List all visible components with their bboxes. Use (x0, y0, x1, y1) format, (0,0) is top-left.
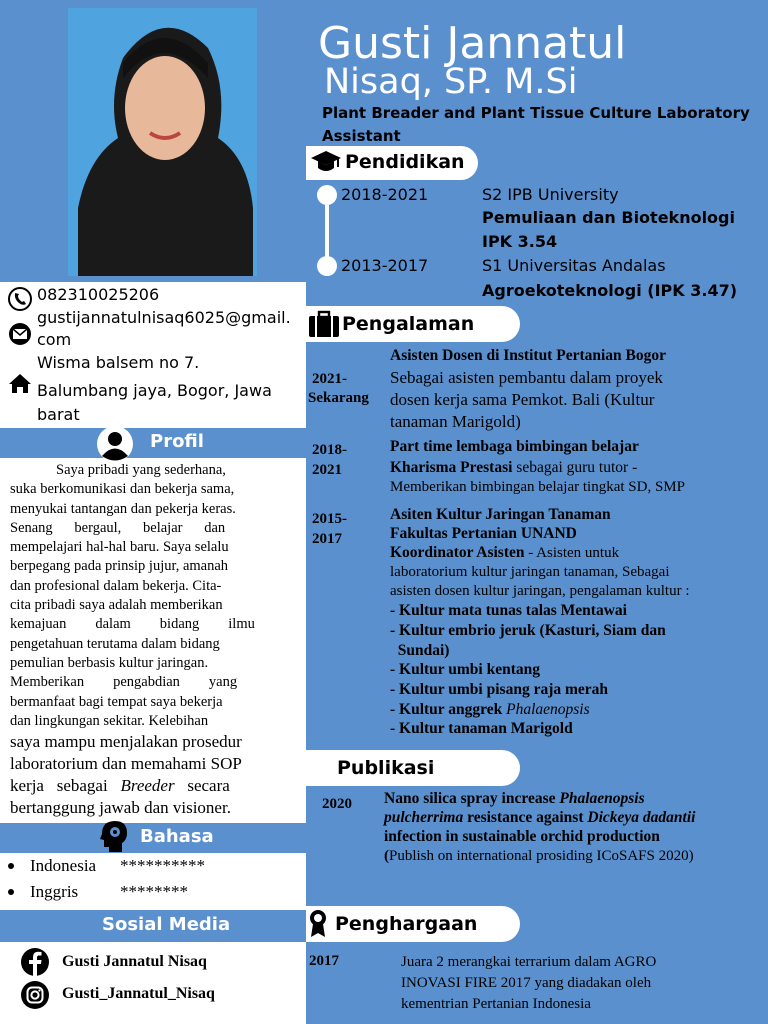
name-line2: Nisaq, SP. M.Si (324, 62, 578, 102)
email-line1[interactable]: gustijannatulnisaq6025@gmail. (37, 308, 291, 327)
exp-title-line (390, 459, 637, 477)
award-text: kementrian Pertanian Indonesia (401, 996, 591, 1012)
exp-year: 2018- (312, 442, 347, 458)
profil-line: saya mampu menjalakan prosedur (10, 732, 242, 752)
culture-item: - Kultur tanaman Marigold (390, 720, 573, 737)
edu-gpa: IPK 3.47) (654, 281, 738, 300)
profil-line: berpegang pada prinsip jujur, amanah (10, 558, 229, 575)
exp-desc: sebagai guru tutor - (512, 459, 638, 476)
profil-line: bermanfaat bagi tempat saya bekerja (10, 693, 223, 710)
language-name: Indonesia (30, 856, 97, 875)
language-name: Inggris (30, 882, 79, 901)
pub-text: Publish on international prosiding ICoSAFS 2020) (389, 848, 694, 864)
edu-gpa: IPK 3.54 (482, 232, 558, 251)
phone-number[interactable]: 082310025206 (37, 285, 160, 304)
profil-line: Saya pribadi yang sederhana, (56, 462, 226, 478)
exp-year: 2015- (312, 511, 347, 527)
edu-major: Pemuliaan dan Bioteknologi (482, 208, 735, 227)
exp-desc: Sebagai asisten pembantu dalam proyek (390, 368, 663, 387)
sosial-title: Sosial Media (102, 914, 231, 935)
pub-text: infection in sustainable orchid production (384, 828, 660, 845)
profil-line: Memberikan pengabdian yang (10, 674, 238, 691)
pub-text: Nano silica spray increase (384, 790, 560, 807)
pub-italic: Phalaenopsis (559, 790, 645, 807)
exp-year: 2017 (312, 531, 342, 547)
edu-school: S1 Universitas Andalas (482, 256, 666, 275)
profil-line: dan profesional dalam bekerja. Cita- (10, 577, 222, 594)
exp-desc: Memberikan bimbingan belajar tingkat SD, SMP (390, 479, 685, 495)
profil-line: mempelajari hal-hal baru. Saya selalu (10, 539, 229, 556)
exp-title: Koordinator Asisten (390, 544, 525, 561)
culture-item: - Kultur anggrek (390, 701, 507, 718)
penghargaan-title: Penghargaan (335, 913, 478, 935)
profil-line-breeder (10, 775, 293, 797)
culture-item: - Kultur mata tunas talas Mentawai (390, 602, 627, 619)
culture-item: - Kultur umbi kentang (390, 661, 541, 678)
facebook-icon[interactable] (20, 947, 50, 977)
award-text: INOVASI FIRE 2017 yang diadakan oleh (401, 975, 652, 991)
profil-line: bertanggung jawab dan visioner. (10, 798, 231, 818)
timeline-dot (317, 185, 337, 205)
profil-line: pengetahuan terutama dalam bidang (10, 635, 220, 652)
profil-line: Senang bergaul, belajar dan (10, 519, 226, 536)
pub-text: ( (384, 848, 389, 864)
exp-year: 2021 (312, 462, 342, 478)
head-gear-icon (98, 818, 130, 854)
bullet (8, 889, 14, 895)
profil-line: suka berkomunikasi dan bekerja sama, (10, 481, 235, 498)
breeder-word: Breeder (120, 776, 175, 796)
instagram-name[interactable]: Gusti_Jannatul_Nisaq (62, 985, 215, 1002)
exp-desc: tanaman Marigold) (390, 412, 521, 431)
profil-line: laboratorium dan memahami SOP (10, 754, 242, 774)
instagram-icon[interactable] (20, 980, 50, 1010)
profil-text (10, 461, 293, 819)
exp-title: Fakultas Pertanian UNAND (390, 525, 577, 542)
address-line3: barat (37, 405, 80, 424)
culture-item: Sundai) (390, 642, 450, 659)
culture-item: - Kultur umbi pisang raja merah (390, 681, 609, 698)
exp-title-line (390, 544, 619, 562)
exp-desc: laboratorium kultur jaringan tanaman, Sebagai (390, 564, 670, 580)
pengalaman-title: Pengalaman (342, 313, 475, 335)
exp-title: Kharisma Prestasi (390, 459, 513, 476)
edu-school: S2 IPB University (482, 185, 619, 204)
exp-desc: dosen kerja sama Pemkot. Bali (Kultur (390, 390, 655, 409)
pendidikan-title: Pendidikan (345, 151, 465, 173)
exp-title: Asisten Dosen di Institut Pertanian Bogor (390, 347, 667, 364)
name-line1: Gusti Jannatul (318, 18, 627, 69)
language-level: ******** (120, 882, 188, 901)
profil-line: kemajuan dalam bidang ilmu (10, 616, 255, 633)
role-line1: Plant Breader and Plant Tissue Culture Laboratory (322, 104, 750, 122)
timeline-dot (317, 256, 337, 276)
culture-item: - Kultur embrio jeruk (Kasturi, Siam dan (390, 622, 666, 639)
bullet (8, 863, 14, 869)
edu-major: Agroekoteknologi ( (482, 281, 655, 300)
profil-text-b: secara (174, 776, 230, 796)
edu-years: 2018-2021 (341, 185, 429, 204)
exp-year: Sekarang (308, 390, 369, 406)
profil-line: pemulian berbasis kultur jaringan. (10, 654, 209, 671)
profil-line: cita pribadi saya adalah memberikan (10, 597, 223, 614)
role-line2: Assistant (322, 127, 401, 145)
phone-icon (6, 287, 34, 311)
pub-line (384, 790, 645, 808)
award-text: Juara 2 merangkai terrarium dalam AGRO (401, 954, 657, 970)
briefcase-icon (308, 310, 340, 338)
graduation-cap-icon (310, 149, 342, 175)
profil-line: dan lingkungan sekitar. Kelebihan (10, 712, 209, 729)
publikasi-title: Publikasi (337, 757, 435, 779)
facebook-name[interactable]: Gusti Jannatul Nisaq (62, 953, 207, 970)
profile-photo (68, 8, 257, 276)
pub-italic: pulcherrima (384, 809, 464, 826)
pub-text: resistance against (463, 809, 588, 826)
exp-title: Part time lembaga bimbingan belajar (390, 438, 639, 455)
address-line1: Wisma balsem no 7. (37, 353, 200, 372)
language-level: ********** (120, 856, 205, 875)
profil-line: menyukai tantangan dan pekerja keras. (10, 500, 236, 517)
exp-desc: asisten dosen kultur jaringan, pengalaman kultur : (390, 583, 690, 599)
email-icon (7, 322, 33, 346)
profil-text-a: kerja sebagai (10, 776, 121, 796)
email-line2[interactable]: com (37, 330, 72, 349)
edu-years: 2013-2017 (341, 256, 429, 275)
culture-item-line (390, 701, 590, 719)
culture-item-italic: Phalaenopsis (506, 701, 590, 718)
home-icon (7, 371, 33, 395)
pub-italic: Dickeya dadantii (587, 809, 696, 826)
exp-title: Asiten Kultur Jaringan Tanaman (390, 506, 611, 523)
pub-line (384, 809, 695, 827)
user-icon (96, 425, 134, 463)
edu-major-line (482, 281, 737, 300)
award-year: 2017 (309, 953, 339, 969)
profil-title: Profil (150, 431, 204, 452)
pub-line (384, 848, 694, 865)
award-ribbon-icon (308, 908, 328, 938)
exp-desc: - Asisten untuk (524, 545, 620, 561)
pub-year: 2020 (322, 796, 352, 812)
exp-year: 2021- (312, 371, 347, 387)
address-line2: Balumbang jaya, Bogor, Jawa (37, 381, 272, 400)
bahasa-title: Bahasa (140, 826, 214, 847)
